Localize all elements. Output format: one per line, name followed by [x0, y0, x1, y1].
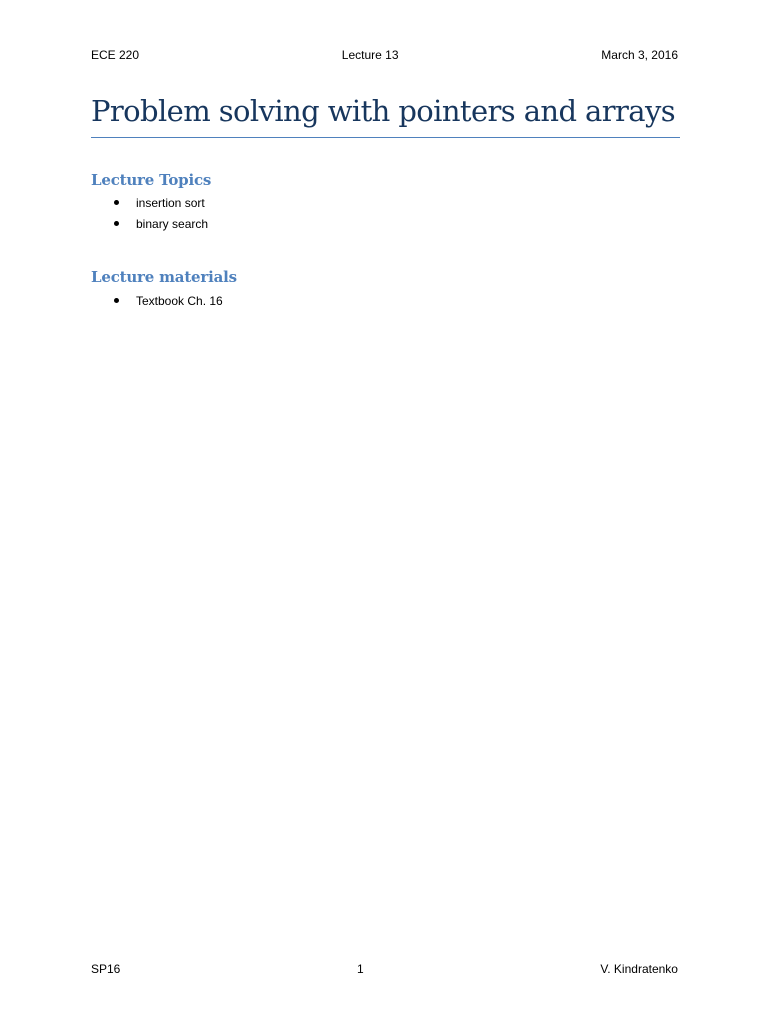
list-item-text: binary search — [136, 217, 209, 231]
footer-author: V. Kindratenko — [600, 962, 678, 976]
bullet-icon — [114, 221, 119, 226]
footer-page-number: 1 — [357, 962, 364, 976]
section-heading-lecture-topics: Lecture Topics — [91, 171, 212, 189]
page-footer — [91, 962, 678, 976]
bullet-icon — [114, 298, 119, 303]
header-course: ECE 220 — [91, 48, 140, 62]
title-underline — [91, 137, 680, 138]
bullet-icon — [114, 200, 119, 205]
list-item-text: insertion sort — [136, 196, 205, 210]
header-lecture: Lecture 13 — [341, 48, 399, 62]
page-title: Problem solving with pointers and arrays — [91, 94, 676, 128]
section-heading-lecture-materials: Lecture materials — [91, 268, 237, 286]
footer-term: SP16 — [91, 962, 121, 976]
header-date: March 3, 2016 — [601, 48, 678, 62]
list-item-text: Textbook Ch. 16 — [136, 294, 223, 308]
page-header — [91, 48, 678, 62]
